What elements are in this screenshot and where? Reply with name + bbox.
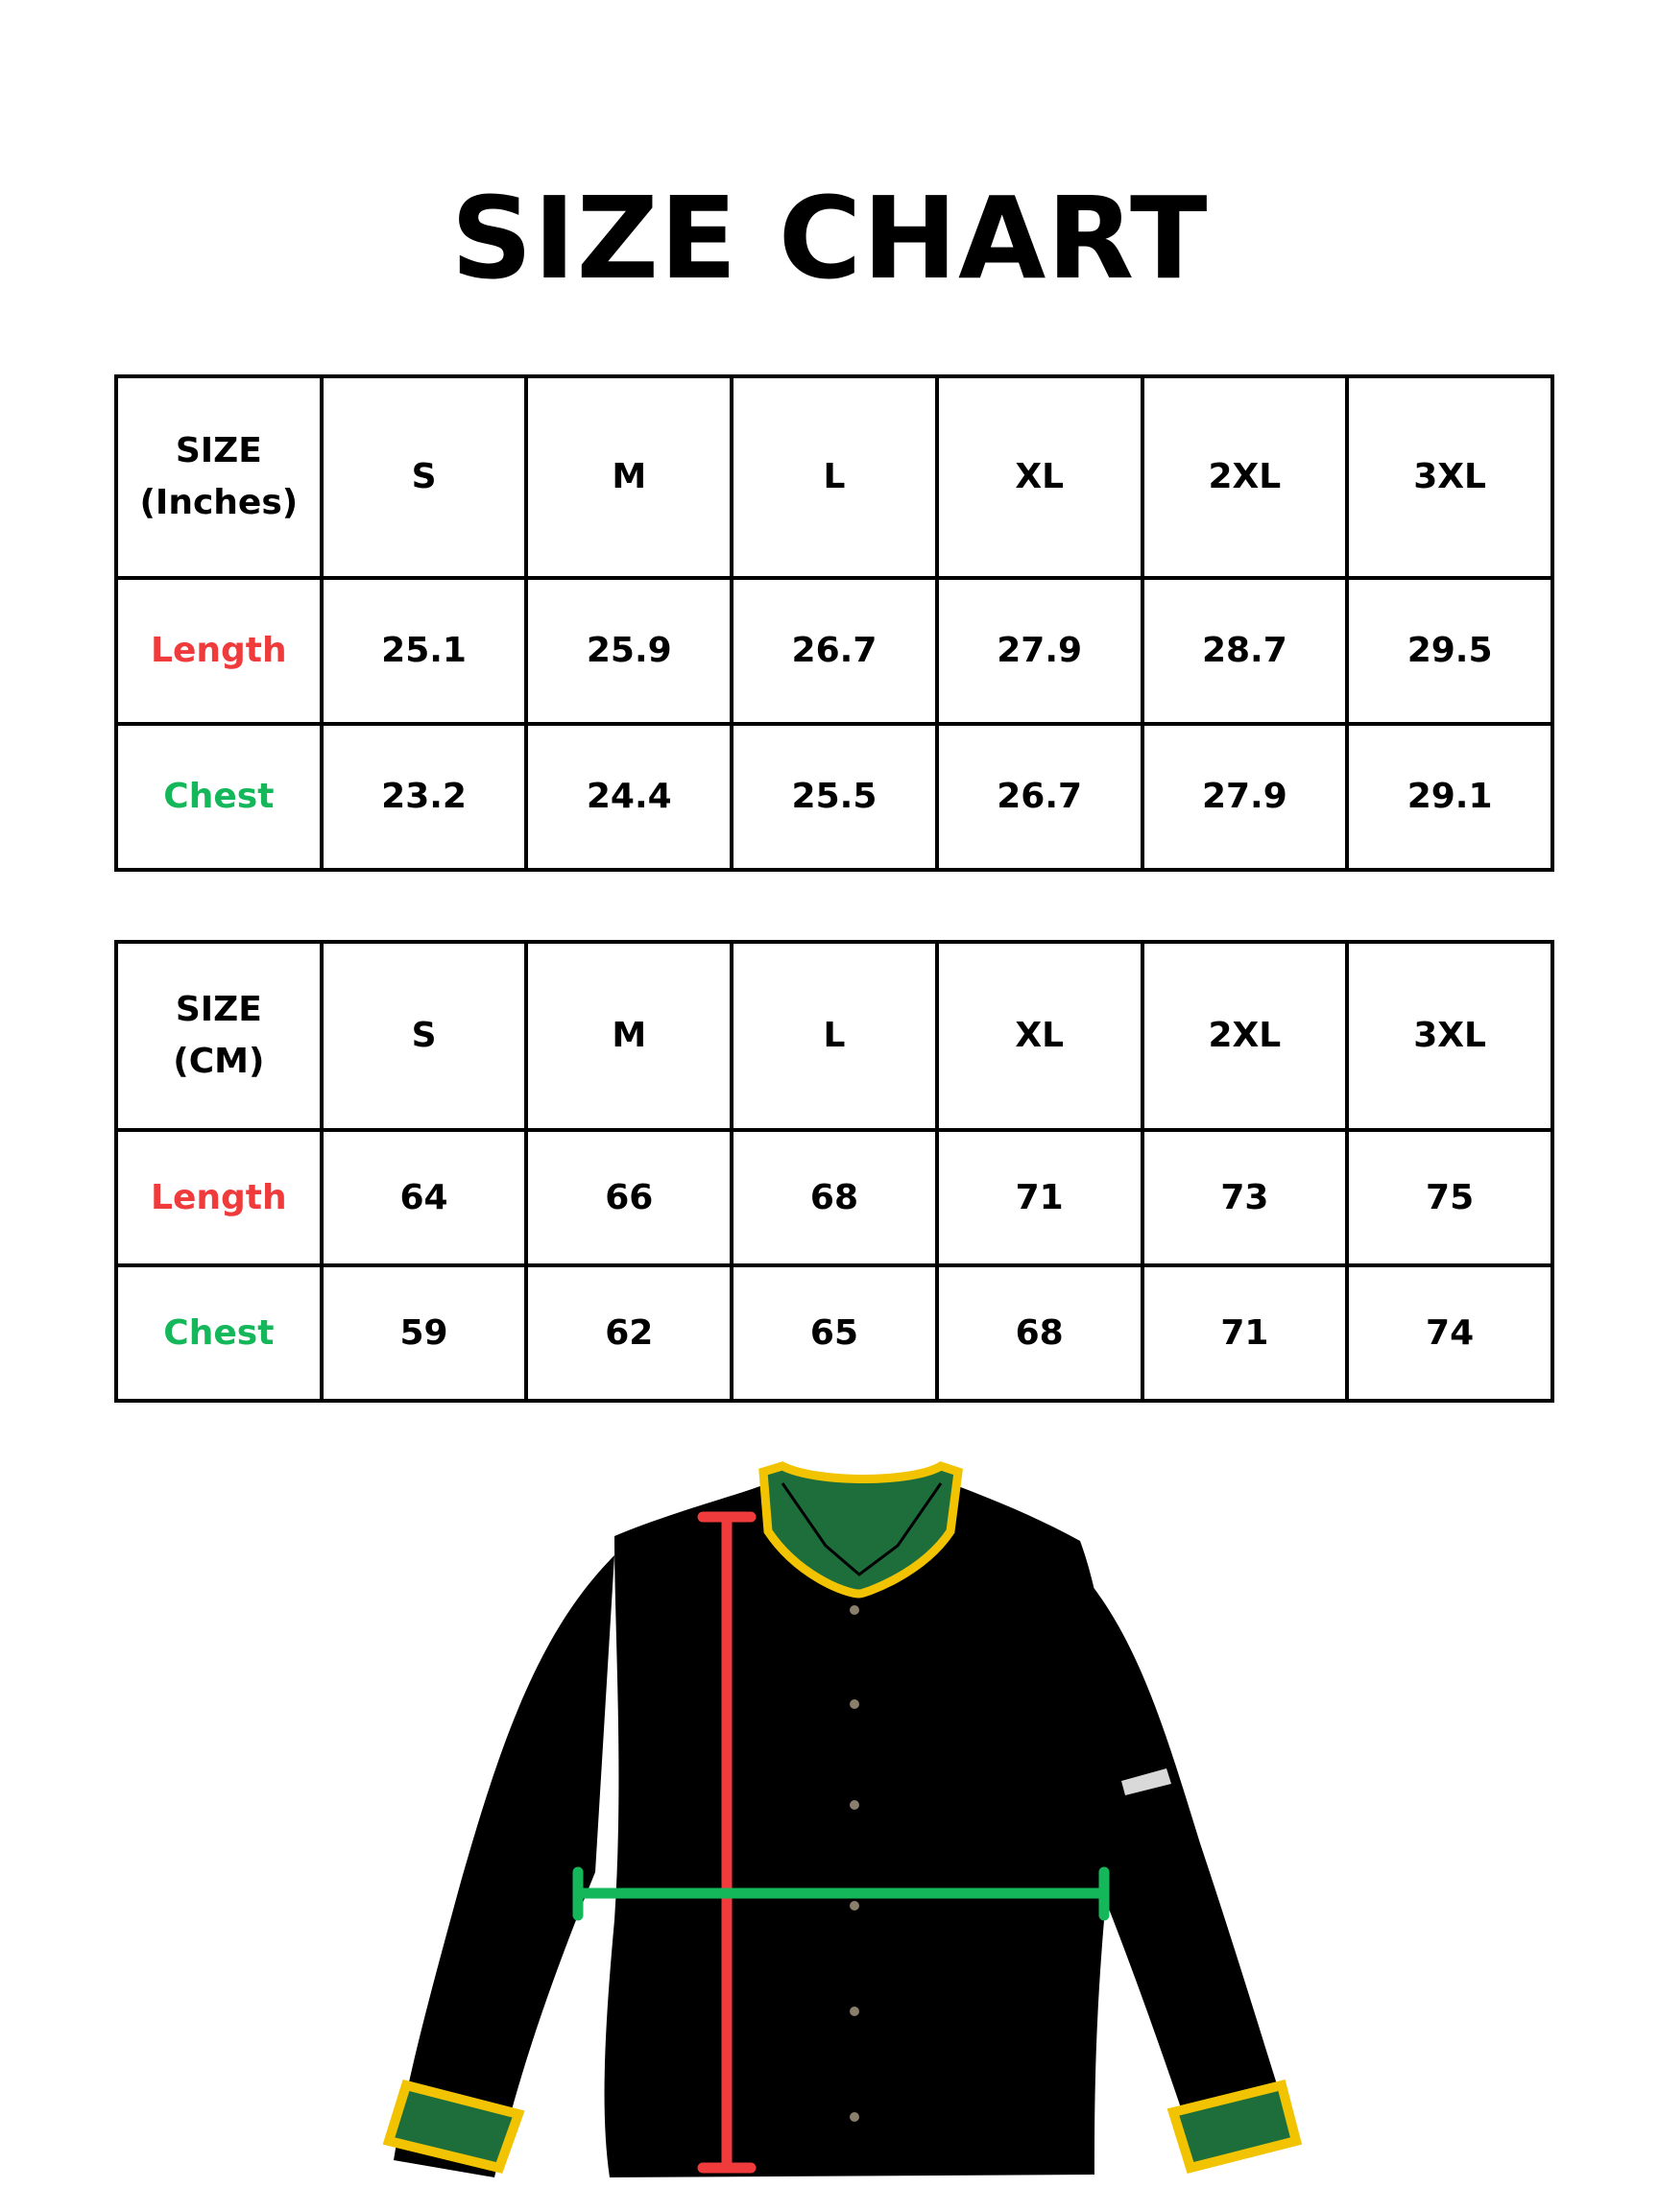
size-header-cell: M — [526, 376, 732, 578]
size-header-cell: XL — [937, 376, 1142, 578]
length-label: Length — [116, 1130, 322, 1265]
size-header-cell: XL — [937, 942, 1142, 1130]
length-value: 64 — [322, 1130, 527, 1265]
length-value: 75 — [1347, 1130, 1552, 1265]
length-value: 25.1 — [322, 578, 527, 724]
length-value: 29.5 — [1347, 578, 1552, 724]
size-header-cell: L — [732, 942, 937, 1130]
chest-row — [116, 724, 1552, 870]
length-row — [116, 578, 1552, 724]
size-header-cell: M — [526, 942, 732, 1130]
chest-value: 71 — [1142, 1265, 1348, 1401]
chest-value: 23.2 — [322, 724, 527, 870]
jacket-left-sleeve — [394, 1555, 614, 2177]
table-header-row — [116, 376, 1552, 578]
length-value: 28.7 — [1142, 578, 1348, 724]
chest-value: 65 — [732, 1265, 937, 1401]
size-unit-header: SIZE (CM) — [116, 942, 322, 1130]
chest-value: 27.9 — [1142, 724, 1348, 870]
length-value: 25.9 — [526, 578, 732, 724]
size-unit-header: SIZE (Inches) — [116, 376, 322, 578]
length-value: 73 — [1142, 1130, 1348, 1265]
length-value: 71 — [937, 1130, 1142, 1265]
chest-value: 24.4 — [526, 724, 732, 870]
length-value: 27.9 — [937, 578, 1142, 724]
length-label: Length — [116, 578, 322, 724]
size-header-cell: 3XL — [1347, 942, 1552, 1130]
chest-value: 68 — [937, 1265, 1142, 1401]
size-table-cm — [114, 940, 1554, 1403]
size-table-inches — [114, 374, 1554, 872]
length-row — [116, 1130, 1552, 1265]
size-header-cell: S — [322, 942, 527, 1130]
length-value: 66 — [526, 1130, 732, 1265]
length-value: 26.7 — [732, 578, 937, 724]
size-header-cell: L — [732, 376, 937, 578]
chest-value: 25.5 — [732, 724, 937, 870]
length-value: 68 — [732, 1130, 937, 1265]
size-header-cell: 3XL — [1347, 376, 1552, 578]
table-header-row — [116, 942, 1552, 1130]
jacket-illustration — [0, 1440, 1659, 2212]
chest-value: 29.1 — [1347, 724, 1552, 870]
chest-value: 59 — [322, 1265, 527, 1401]
size-header-cell: S — [322, 376, 527, 578]
chest-value: 74 — [1347, 1265, 1552, 1401]
chest-row — [116, 1265, 1552, 1401]
size-header-cell: 2XL — [1142, 376, 1348, 578]
chest-value: 62 — [526, 1265, 732, 1401]
size-header-cell: 2XL — [1142, 942, 1348, 1130]
chest-value: 26.7 — [937, 724, 1142, 870]
chest-label: Chest — [116, 1265, 322, 1401]
chest-label: Chest — [116, 724, 322, 870]
page-title: SIZE CHART — [450, 172, 1209, 304]
